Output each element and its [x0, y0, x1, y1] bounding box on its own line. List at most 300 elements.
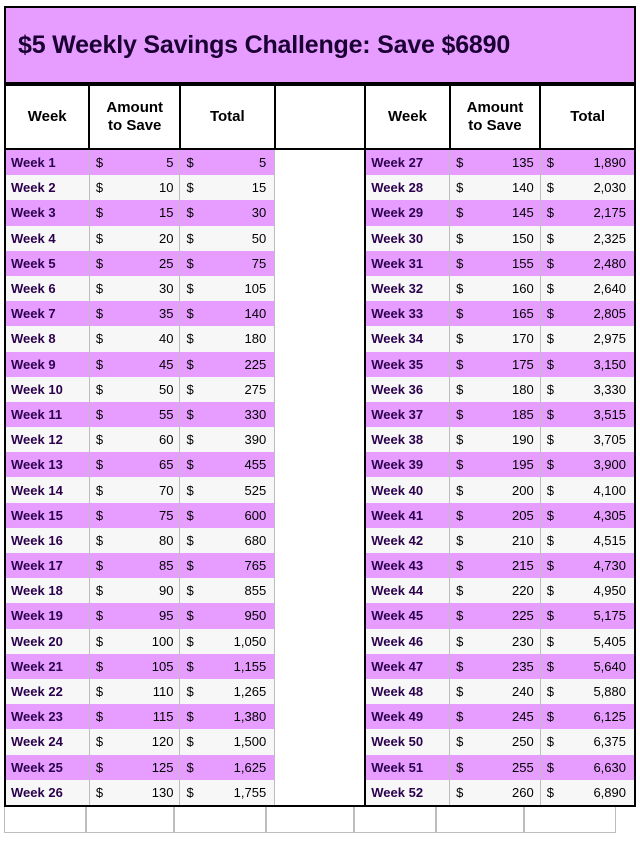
amount-value: 200: [512, 482, 534, 498]
currency-symbol: $: [456, 482, 464, 498]
cell-week: Week 22: [5, 679, 89, 704]
cell-amount: [450, 629, 541, 654]
cell-spacer: [275, 503, 366, 528]
cell-amount: [89, 377, 180, 402]
cell-total: [180, 629, 275, 654]
cell-amount: [450, 780, 541, 806]
total-value: 5,880: [593, 684, 626, 700]
currency-symbol: $: [186, 633, 194, 649]
cell-spacer: [275, 578, 366, 603]
total-value: 3,515: [593, 406, 626, 422]
cell-total: [540, 149, 635, 175]
footer-cell: [436, 807, 524, 833]
title-banner: [4, 6, 636, 84]
currency-symbol: $: [95, 356, 104, 372]
currency-symbol: $: [546, 684, 554, 700]
cell-spacer: [275, 301, 366, 326]
cell-total: [180, 528, 275, 553]
currency-symbol: $: [186, 457, 194, 473]
header-amount-left: [89, 85, 180, 149]
total-value: 30: [251, 205, 267, 221]
cell-week: Week 8: [5, 326, 89, 351]
amount-value: 190: [512, 432, 534, 448]
cell-amount: [450, 452, 541, 477]
cell-spacer: [275, 251, 366, 276]
amount-value: 240: [512, 684, 534, 700]
total-value: 1,625: [233, 759, 267, 775]
cell-week: Week 12: [5, 427, 89, 452]
currency-symbol: $: [186, 230, 194, 246]
amount-value: 215: [512, 558, 534, 574]
currency-symbol: $: [186, 356, 194, 372]
cell-week: Week 49: [365, 704, 449, 729]
currency-symbol: $: [95, 558, 104, 574]
amount-value: 210: [512, 532, 534, 548]
amount-value: 65: [159, 457, 174, 473]
cell-total: [180, 377, 275, 402]
cell-total: [540, 352, 635, 377]
currency-symbol: $: [186, 507, 194, 523]
currency-symbol: $: [186, 608, 194, 624]
amount-value: 205: [512, 507, 534, 523]
cell-week: Week 14: [5, 477, 89, 502]
cell-amount: [89, 149, 180, 175]
currency-symbol: $: [95, 432, 104, 448]
currency-symbol: $: [456, 457, 464, 473]
currency-symbol: $: [456, 532, 464, 548]
cell-amount: [450, 654, 541, 679]
cell-amount: [450, 149, 541, 175]
total-value: 2,030: [593, 180, 626, 196]
cell-total: [180, 452, 275, 477]
currency-symbol: $: [546, 633, 554, 649]
total-value: 2,175: [593, 205, 626, 221]
currency-symbol: $: [95, 784, 104, 800]
table-row: [5, 503, 635, 528]
amount-value: 95: [159, 608, 174, 624]
cell-amount: [89, 553, 180, 578]
currency-symbol: $: [456, 633, 464, 649]
currency-symbol: $: [456, 230, 464, 246]
amount-value: 170: [512, 331, 534, 347]
cell-amount: [89, 578, 180, 603]
total-value: 1,380: [233, 709, 267, 725]
cell-week: Week 43: [365, 553, 449, 578]
currency-symbol: $: [456, 759, 464, 775]
cell-week: Week 33: [365, 301, 449, 326]
cell-amount: [89, 402, 180, 427]
amount-value: 250: [512, 734, 534, 750]
table-row: [5, 578, 635, 603]
cell-total: [540, 427, 635, 452]
savings-table: [4, 84, 636, 807]
amount-value: 30: [159, 281, 174, 297]
cell-total: [180, 679, 275, 704]
cell-amount: [89, 679, 180, 704]
cell-amount: [89, 301, 180, 326]
currency-symbol: $: [95, 684, 104, 700]
cell-total: [540, 503, 635, 528]
table-row: [5, 755, 635, 780]
cell-amount: [89, 528, 180, 553]
currency-symbol: $: [95, 306, 104, 322]
currency-symbol: $: [456, 734, 464, 750]
currency-symbol: $: [95, 709, 104, 725]
amount-value: 35: [159, 306, 174, 322]
header-total-left: Total: [180, 85, 275, 149]
cell-spacer: [275, 402, 366, 427]
total-value: 2,325: [593, 230, 626, 246]
cell-total: [540, 704, 635, 729]
table-row: [5, 704, 635, 729]
currency-symbol: $: [456, 558, 464, 574]
cell-spacer: [275, 175, 366, 200]
currency-symbol: $: [186, 406, 194, 422]
total-value: 2,640: [593, 281, 626, 297]
cell-amount: [450, 704, 541, 729]
currency-symbol: $: [546, 507, 554, 523]
currency-symbol: $: [546, 406, 554, 422]
total-value: 2,805: [593, 306, 626, 322]
cell-week: Week 10: [5, 377, 89, 402]
cell-amount: [89, 326, 180, 351]
cell-amount: [89, 200, 180, 225]
cell-week: Week 45: [365, 603, 449, 628]
cell-week: Week 23: [5, 704, 89, 729]
currency-symbol: $: [186, 658, 194, 674]
currency-symbol: $: [186, 759, 194, 775]
cell-week: Week 42: [365, 528, 449, 553]
cell-spacer: [275, 704, 366, 729]
total-value: 3,705: [593, 432, 626, 448]
cell-total: [180, 503, 275, 528]
header-amount-line1: Amount: [466, 99, 524, 116]
cell-week: Week 18: [5, 578, 89, 603]
table-row: [5, 452, 635, 477]
footer-blank-strip: [4, 807, 636, 833]
cell-total: [540, 679, 635, 704]
currency-symbol: $: [95, 230, 104, 246]
amount-value: 120: [151, 734, 174, 750]
amount-value: 40: [159, 331, 174, 347]
total-value: 3,330: [593, 381, 626, 397]
currency-symbol: $: [186, 558, 194, 574]
cell-total: [180, 175, 275, 200]
cell-amount: [450, 301, 541, 326]
total-value: 4,730: [593, 558, 626, 574]
amount-value: 160: [512, 281, 534, 297]
currency-symbol: $: [456, 709, 464, 725]
cell-week: Week 5: [5, 251, 89, 276]
currency-symbol: $: [186, 331, 194, 347]
amount-value: 175: [512, 356, 534, 372]
currency-symbol: $: [186, 281, 194, 297]
table-row: [5, 352, 635, 377]
cell-spacer: [275, 679, 366, 704]
total-value: 3,900: [593, 457, 626, 473]
currency-symbol: $: [456, 684, 464, 700]
total-value: 225: [244, 356, 267, 372]
cell-amount: [450, 603, 541, 628]
total-value: 525: [244, 482, 267, 498]
cell-total: [180, 149, 275, 175]
cell-week: Week 15: [5, 503, 89, 528]
amount-value: 60: [159, 432, 174, 448]
cell-week: Week 29: [365, 200, 449, 225]
cell-spacer: [275, 452, 366, 477]
currency-symbol: $: [546, 784, 554, 800]
amount-value: 220: [512, 583, 534, 599]
currency-symbol: $: [546, 759, 554, 775]
cell-total: [540, 175, 635, 200]
cell-amount: [89, 477, 180, 502]
cell-week: Week 52: [365, 780, 449, 806]
table-row: [5, 528, 635, 553]
currency-symbol: $: [95, 734, 104, 750]
cell-week: Week 24: [5, 729, 89, 754]
cell-total: [180, 704, 275, 729]
currency-symbol: $: [456, 356, 464, 372]
currency-symbol: $: [186, 432, 194, 448]
cell-total: [540, 755, 635, 780]
amount-value: 255: [512, 759, 534, 775]
currency-symbol: $: [456, 155, 464, 171]
cell-amount: [450, 578, 541, 603]
currency-symbol: $: [186, 155, 194, 171]
currency-symbol: $: [186, 482, 194, 498]
total-value: 4,305: [593, 507, 626, 523]
page-title: $5 Weekly Savings Challenge: Save $6890: [18, 30, 511, 59]
currency-symbol: $: [456, 608, 464, 624]
total-value: 1,890: [593, 155, 626, 171]
currency-symbol: $: [186, 205, 194, 221]
total-value: 4,950: [593, 583, 626, 599]
cell-total: [540, 578, 635, 603]
total-value: 75: [251, 255, 267, 271]
table-row: [5, 377, 635, 402]
amount-value: 150: [512, 230, 534, 246]
cell-week: Week 21: [5, 654, 89, 679]
currency-symbol: $: [456, 205, 464, 221]
total-value: 4,515: [593, 532, 626, 548]
cell-week: Week 48: [365, 679, 449, 704]
currency-symbol: $: [456, 331, 464, 347]
footer-cell: [4, 807, 86, 833]
total-value: 950: [244, 608, 267, 624]
cell-week: Week 46: [365, 629, 449, 654]
currency-symbol: $: [95, 482, 104, 498]
total-value: 2,480: [593, 255, 626, 271]
header-amount-line1: Amount: [106, 99, 164, 116]
amount-value: 235: [512, 658, 534, 674]
cell-amount: [450, 528, 541, 553]
currency-symbol: $: [456, 507, 464, 523]
cell-total: [180, 578, 275, 603]
cell-total: [180, 251, 275, 276]
cell-total: [180, 276, 275, 301]
cell-amount: [89, 226, 180, 251]
cell-week: Week 40: [365, 477, 449, 502]
currency-symbol: $: [95, 331, 104, 347]
cell-week: Week 1: [5, 149, 89, 175]
amount-value: 75: [159, 507, 174, 523]
total-value: 2,975: [593, 331, 626, 347]
currency-symbol: $: [456, 255, 464, 271]
cell-spacer: [275, 755, 366, 780]
currency-symbol: $: [186, 306, 194, 322]
currency-symbol: $: [95, 759, 104, 775]
cell-spacer: [275, 528, 366, 553]
cell-spacer: [275, 377, 366, 402]
currency-symbol: $: [546, 482, 554, 498]
currency-symbol: $: [95, 205, 104, 221]
table-row: [5, 326, 635, 351]
cell-total: [540, 301, 635, 326]
currency-symbol: $: [456, 381, 464, 397]
total-value: 6,125: [593, 709, 626, 725]
currency-symbol: $: [95, 633, 104, 649]
cell-week: Week 35: [365, 352, 449, 377]
cell-week: Week 27: [365, 149, 449, 175]
table-row: [5, 226, 635, 251]
amount-value: 10: [159, 180, 174, 196]
cell-amount: [450, 175, 541, 200]
currency-symbol: $: [186, 784, 194, 800]
cell-amount: [89, 729, 180, 754]
currency-symbol: $: [186, 583, 194, 599]
cell-total: [540, 654, 635, 679]
total-value: 50: [251, 230, 267, 246]
table-header: [5, 85, 635, 149]
cell-total: [540, 729, 635, 754]
cell-week: Week 50: [365, 729, 449, 754]
cell-week: Week 39: [365, 452, 449, 477]
cell-week: Week 41: [365, 503, 449, 528]
cell-total: [540, 603, 635, 628]
currency-symbol: $: [95, 180, 104, 196]
amount-value: 80: [159, 532, 174, 548]
cell-spacer: [275, 149, 366, 175]
currency-symbol: $: [456, 658, 464, 674]
amount-value: 115: [152, 709, 174, 725]
cell-amount: [450, 477, 541, 502]
cell-total: [180, 427, 275, 452]
cell-spacer: [275, 654, 366, 679]
amount-value: 20: [159, 230, 174, 246]
cell-week: Week 4: [5, 226, 89, 251]
amount-value: 100: [151, 633, 174, 649]
cell-spacer: [275, 629, 366, 654]
total-value: 180: [244, 331, 267, 347]
cell-total: [540, 251, 635, 276]
cell-amount: [450, 276, 541, 301]
cell-amount: [450, 427, 541, 452]
amount-value: 45: [159, 356, 174, 372]
cell-amount: [450, 402, 541, 427]
total-value: 1,500: [233, 734, 267, 750]
currency-symbol: $: [546, 281, 554, 297]
cell-total: [540, 226, 635, 251]
cell-week: Week 34: [365, 326, 449, 351]
amount-value: 195: [512, 457, 534, 473]
cell-week: Week 13: [5, 452, 89, 477]
cell-amount: [450, 503, 541, 528]
currency-symbol: $: [186, 684, 194, 700]
currency-symbol: $: [186, 381, 194, 397]
currency-symbol: $: [186, 709, 194, 725]
cell-total: [540, 402, 635, 427]
cell-total: [540, 326, 635, 351]
footer-cell: [524, 807, 616, 833]
amount-value: 260: [512, 784, 534, 800]
currency-symbol: $: [95, 507, 104, 523]
cell-spacer: [275, 427, 366, 452]
cell-week: Week 47: [365, 654, 449, 679]
amount-value: 165: [512, 306, 534, 322]
cell-amount: [450, 226, 541, 251]
currency-symbol: $: [186, 734, 194, 750]
currency-symbol: $: [456, 784, 464, 800]
total-value: 1,755: [233, 784, 267, 800]
cell-spacer: [275, 553, 366, 578]
currency-symbol: $: [546, 432, 554, 448]
cell-amount: [89, 603, 180, 628]
cell-spacer: [275, 326, 366, 351]
amount-value: 185: [512, 406, 534, 422]
cell-total: [180, 603, 275, 628]
cell-week: Week 19: [5, 603, 89, 628]
cell-amount: [450, 251, 541, 276]
header-amount-line2: to Save: [468, 117, 522, 134]
footer-cell: [354, 807, 436, 833]
table-row: [5, 427, 635, 452]
total-value: 1,155: [233, 658, 267, 674]
total-value: 330: [244, 406, 267, 422]
table-row: [5, 729, 635, 754]
table-row: [5, 629, 635, 654]
cell-week: Week 3: [5, 200, 89, 225]
footer-cell: [86, 807, 174, 833]
cell-week: Week 16: [5, 528, 89, 553]
currency-symbol: $: [95, 658, 104, 674]
currency-symbol: $: [186, 180, 194, 196]
cell-week: Week 2: [5, 175, 89, 200]
cell-total: [180, 755, 275, 780]
currency-symbol: $: [95, 155, 104, 171]
cell-total: [180, 729, 275, 754]
total-value: 140: [244, 306, 267, 322]
currency-symbol: $: [456, 306, 464, 322]
currency-symbol: $: [546, 532, 554, 548]
cell-week: Week 38: [365, 427, 449, 452]
amount-value: 110: [152, 684, 174, 700]
cell-amount: [89, 503, 180, 528]
amount-value: 70: [159, 482, 174, 498]
amount-value: 180: [512, 381, 534, 397]
cell-total: [540, 200, 635, 225]
table-body: [5, 149, 635, 806]
currency-symbol: $: [546, 558, 554, 574]
cell-total: [180, 226, 275, 251]
cell-amount: [89, 780, 180, 806]
currency-symbol: $: [546, 306, 554, 322]
cell-amount: [89, 629, 180, 654]
total-value: 15: [251, 180, 267, 196]
table-row: [5, 301, 635, 326]
table-row: [5, 603, 635, 628]
total-value: 105: [244, 281, 267, 297]
cell-amount: [450, 679, 541, 704]
